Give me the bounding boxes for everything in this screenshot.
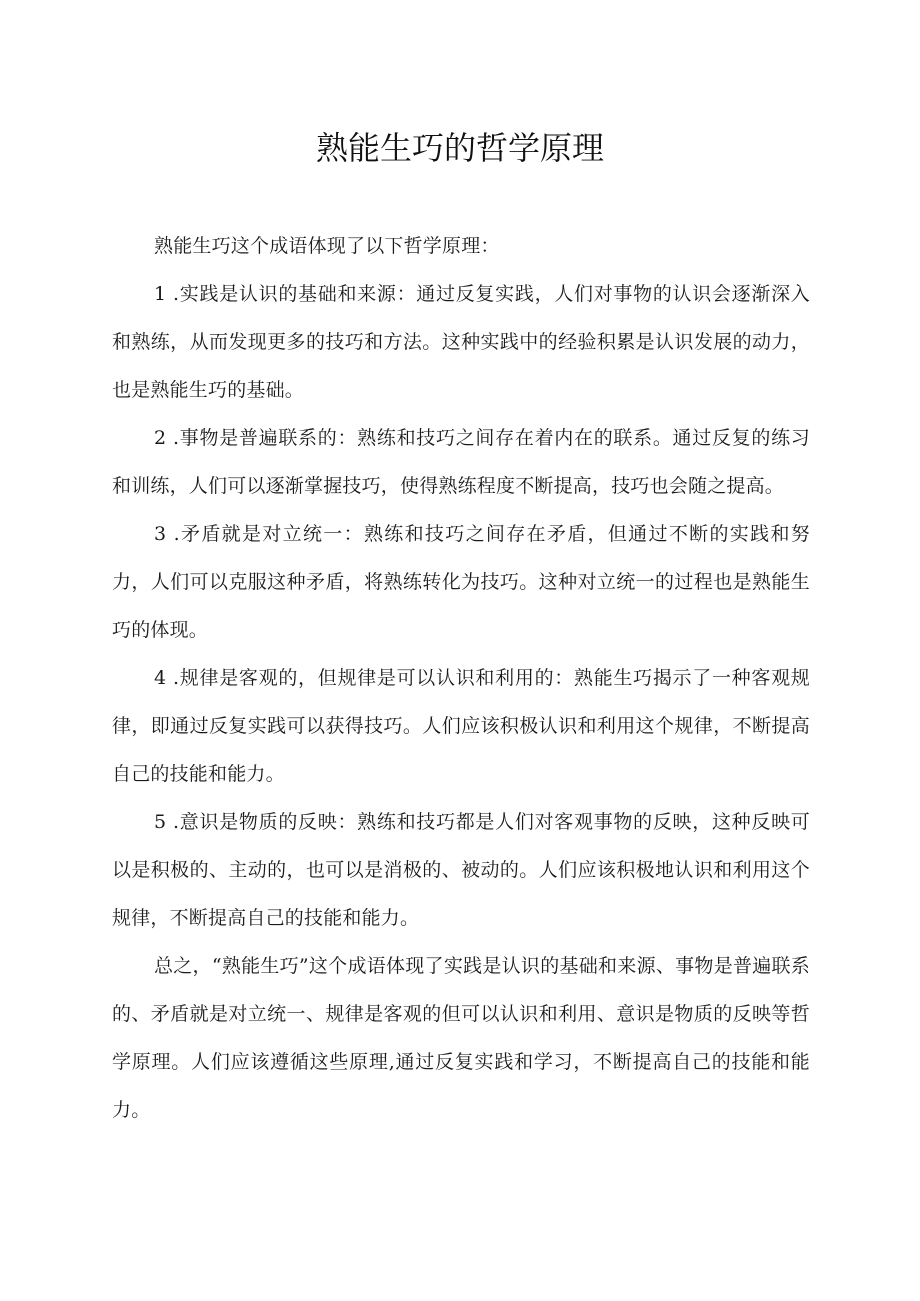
document-body (112, 222, 810, 1134)
point-paragraph-4: 4 .规律是客观的，但规律是可以认识和利用的：熟能生巧揭示了一种客观规律，即通过反复实践可以获得技巧。人们应该积极认识和利用这个规律，不断提高自己的技能和能力。 (112, 667, 810, 785)
point-paragraph-5: 5 .意识是物质的反映：熟练和技巧都是人们对客观事物的反映，这种反映可以是积极的、主动的，也可以是消极的、被动的。人们应该积极地认识和利用这个规律，不断提高自己的技能和能力。 (112, 811, 810, 929)
intro-paragraph: 熟能生巧这个成语体现了以下哲学原理： (154, 235, 500, 257)
conclusion-paragraph: 总之，“熟能生巧”这个成语体现了实践是认识的基础和来源、事物是普遍联系的、矛盾就是对立统一、规律是客观的但可以认识和利用、意识是物质的反映等哲学原理。人们应该遵循这些原理,通过反复实践和学习，不断提高自己的技能和能力。 (112, 955, 810, 1121)
page-title: 熟能生巧的哲学原理 (315, 129, 604, 167)
point-paragraph-2: 2 .事物是普遍联系的：熟练和技巧之间存在着内在的联系。通过反复的练习和训练，人们可以逐渐掌握技巧，使得熟练程度不断提高，技巧也会随之提高。 (112, 427, 810, 497)
point-paragraph-3: 3 .矛盾就是对立统一：熟练和技巧之间存在矛盾，但通过不断的实践和努力，人们可以克服这种矛盾，将熟练转化为技巧。这种对立统一的过程也是熟能生巧的体现。 (112, 523, 810, 641)
point-paragraph-1: 1 .实践是认识的基础和来源：通过反复实践，人们对事物的认识会逐渐深入和熟练，从而发现更多的技巧和方法。这种实践中的经验积累是认识发展的动力，也是熟能生巧的基础。 (112, 283, 810, 401)
